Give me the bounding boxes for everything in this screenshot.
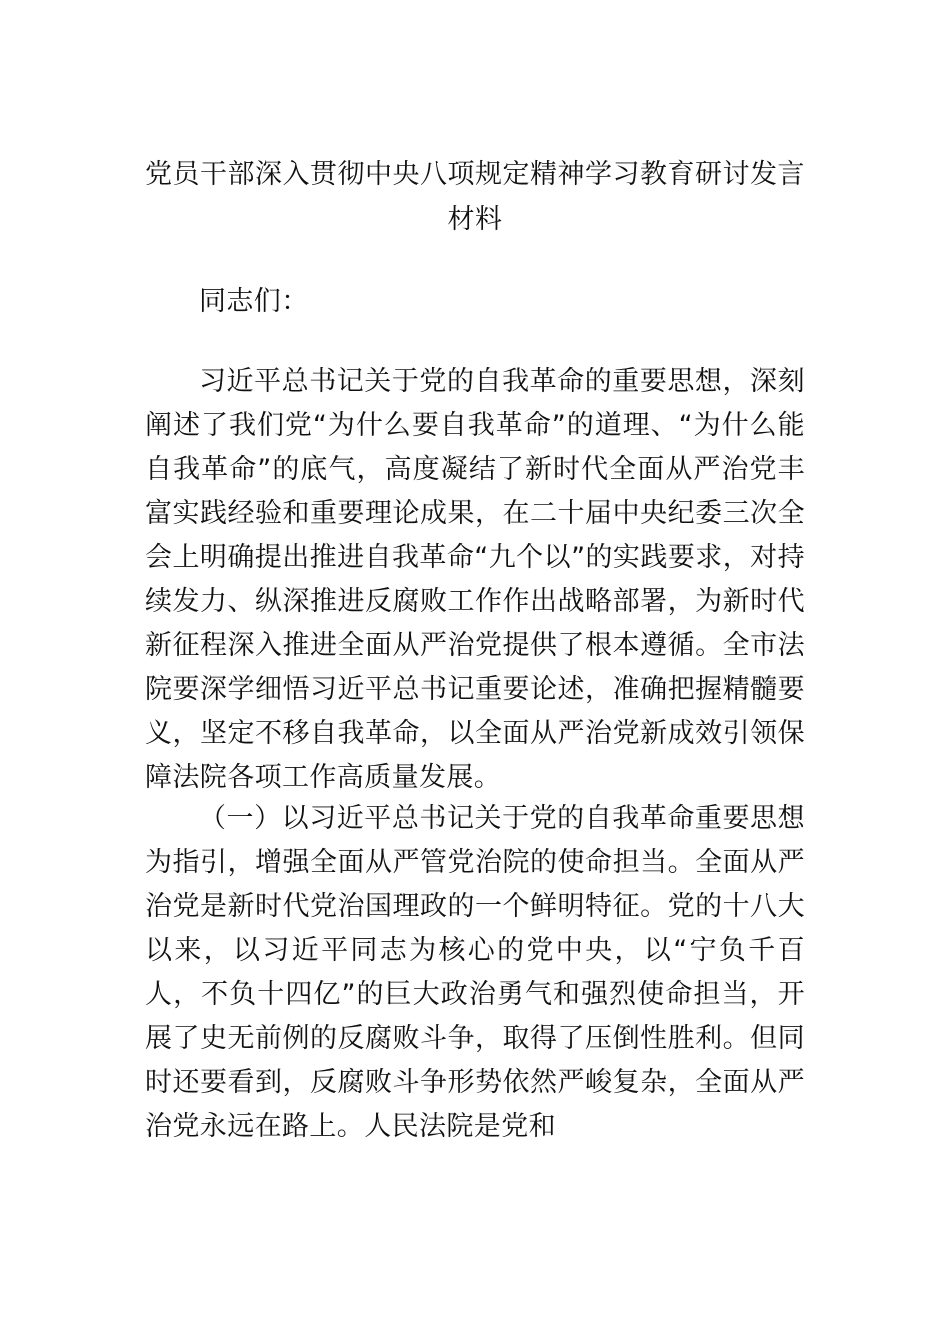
- paragraph-1: 习近平总书记关于党的自我革命的重要思想，深刻阐述了我们党“为什么要自我革命”的道理、“为什么能自我革命”的底气，高度凝结了新时代全面从严治党丰富实践经验和重要理论成果，在二十届中央纪委三次全会上明确提出推进自我革命“九个以”的实践要求，对持续发力、纵深推进反腐败工作作出战略部署，为新时代新征程深入推进全面从严治党提供了根本遵循。全市法院要深学细悟习近平总书记重要论述，准确把握精髓要义，坚定不移自我革命，以全面从严治党新成效引领保障法院各项工作高质量发展。: [145, 366, 805, 793]
- salutation: 同志们：: [199, 286, 309, 317]
- document-title: 党员干部深入贯彻中央八项规定精神学习教育研讨发言材料: [145, 159, 805, 235]
- paragraph-2: （一）以习近平总书记关于党的自我革命重要思想为指引，增强全面从严管党治院的使命担当。全面从严治党是新时代党治国理政的一个鲜明特征。党的十八大以来，以习近平同志为核心的党中央，以“宁负千百人，不负十四亿”的巨大政治勇气和强烈使命担当，开展了史无前例的反腐败斗争，取得了压倒性胜利。但同时还要看到，反腐败斗争形势依然严峻复杂，全面从严治党永远在路上。人民法院是党和: [145, 803, 805, 1142]
